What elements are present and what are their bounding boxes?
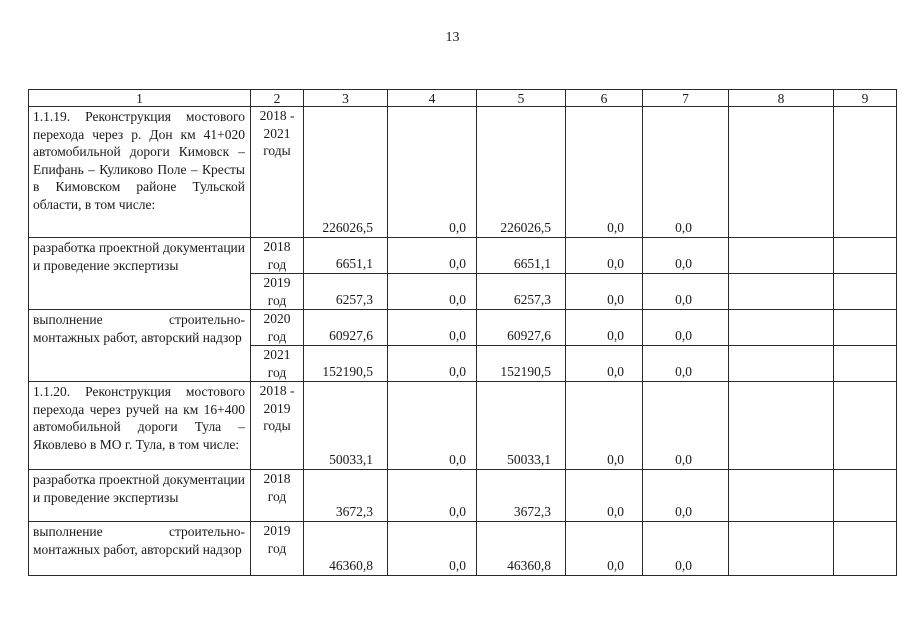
- value-cell: [834, 238, 897, 274]
- value-cell: 0,0: [388, 346, 477, 382]
- value-cell: 0,0: [566, 310, 643, 346]
- value-cell: [834, 382, 897, 470]
- row-description: разработка проектной документации и проведение экспертизы: [29, 238, 251, 310]
- table-row: [29, 238, 897, 274]
- value-cell: [834, 470, 897, 522]
- value-cell: 6257,3: [477, 274, 566, 310]
- row-period: 2021 год: [251, 346, 304, 382]
- table-row: [29, 470, 897, 522]
- value-cell: 0,0: [388, 107, 477, 238]
- header-cell: 7: [643, 90, 729, 107]
- value-cell: 0,0: [566, 522, 643, 576]
- value-cell: 0,0: [643, 107, 729, 238]
- header-cell: 8: [729, 90, 834, 107]
- value-cell: 46360,8: [477, 522, 566, 576]
- value-cell: 6651,1: [477, 238, 566, 274]
- header-cell: 6: [566, 90, 643, 107]
- value-cell: 0,0: [566, 346, 643, 382]
- row-period: 2018 год: [251, 470, 304, 522]
- value-cell: 6651,1: [304, 238, 388, 274]
- value-cell: 6257,3: [304, 274, 388, 310]
- value-cell: 0,0: [388, 522, 477, 576]
- row-description: разработка проектной документации и проведение экспертизы: [29, 470, 251, 522]
- value-cell: [834, 522, 897, 576]
- row-period: 2019 год: [251, 274, 304, 310]
- value-cell: 0,0: [566, 274, 643, 310]
- value-cell: 226026,5: [477, 107, 566, 238]
- value-cell: 0,0: [643, 382, 729, 470]
- value-cell: 46360,8: [304, 522, 388, 576]
- value-cell: [834, 346, 897, 382]
- value-cell: 0,0: [566, 382, 643, 470]
- value-cell: 0,0: [643, 238, 729, 274]
- value-cell: 152190,5: [477, 346, 566, 382]
- row-description: выполнение строительно-монтажных работ, авторский надзор: [29, 522, 251, 576]
- value-cell: [729, 470, 834, 522]
- value-cell: 50033,1: [304, 382, 388, 470]
- value-cell: [834, 274, 897, 310]
- value-cell: 50033,1: [477, 382, 566, 470]
- header-cell: 9: [834, 90, 897, 107]
- value-cell: [729, 107, 834, 238]
- row-description: выполнение строительно-монтажных работ, авторский надзор: [29, 310, 251, 382]
- value-cell: [729, 522, 834, 576]
- header-cell: 1: [29, 90, 251, 107]
- row-period: 2018 - 2019 годы: [251, 382, 304, 470]
- row-period: 2019 год: [251, 522, 304, 576]
- row-period: 2020 год: [251, 310, 304, 346]
- value-cell: 0,0: [566, 107, 643, 238]
- value-cell: [834, 310, 897, 346]
- value-cell: 0,0: [643, 470, 729, 522]
- value-cell: 152190,5: [304, 346, 388, 382]
- row-period: 2018 год: [251, 238, 304, 274]
- value-cell: 0,0: [643, 346, 729, 382]
- header-cell: 2: [251, 90, 304, 107]
- program-table: [28, 89, 897, 576]
- value-cell: 0,0: [643, 310, 729, 346]
- row-description: 1.1.20. Реконструкция мостового перехода через ручей на км 16+400 автомобильной дороги Тула – Яковлево в МО г. Тула, в том числе:: [29, 382, 251, 470]
- value-cell: 0,0: [566, 238, 643, 274]
- table-row: [29, 107, 897, 238]
- value-cell: 0,0: [643, 274, 729, 310]
- row-period: 2018 - 2021 годы: [251, 107, 304, 238]
- table-row: [29, 382, 897, 470]
- value-cell: 60927,6: [477, 310, 566, 346]
- value-cell: [729, 382, 834, 470]
- value-cell: 3672,3: [477, 470, 566, 522]
- value-cell: 0,0: [643, 522, 729, 576]
- table-row: [29, 522, 897, 576]
- value-cell: 60927,6: [304, 310, 388, 346]
- header-cell: 3: [304, 90, 388, 107]
- table-row: [29, 310, 897, 346]
- value-cell: 0,0: [388, 470, 477, 522]
- row-description: 1.1.19. Реконструкция мостового перехода через р. Дон км 41+020 автомобильной дороги Кимовск – Епифань – Куликово Поле – Кресты в Кимовском районе Тульской области, в том числе:: [29, 107, 251, 238]
- value-cell: [729, 274, 834, 310]
- value-cell: 0,0: [388, 274, 477, 310]
- table-header-row: [29, 90, 897, 107]
- value-cell: [729, 346, 834, 382]
- value-cell: 0,0: [388, 310, 477, 346]
- header-cell: 4: [388, 90, 477, 107]
- value-cell: 0,0: [388, 382, 477, 470]
- value-cell: 0,0: [388, 238, 477, 274]
- value-cell: [834, 107, 897, 238]
- value-cell: 3672,3: [304, 470, 388, 522]
- header-cell: 5: [477, 90, 566, 107]
- value-cell: 226026,5: [304, 107, 388, 238]
- page-number: 13: [445, 30, 460, 45]
- value-cell: 0,0: [566, 470, 643, 522]
- value-cell: [729, 310, 834, 346]
- value-cell: [729, 238, 834, 274]
